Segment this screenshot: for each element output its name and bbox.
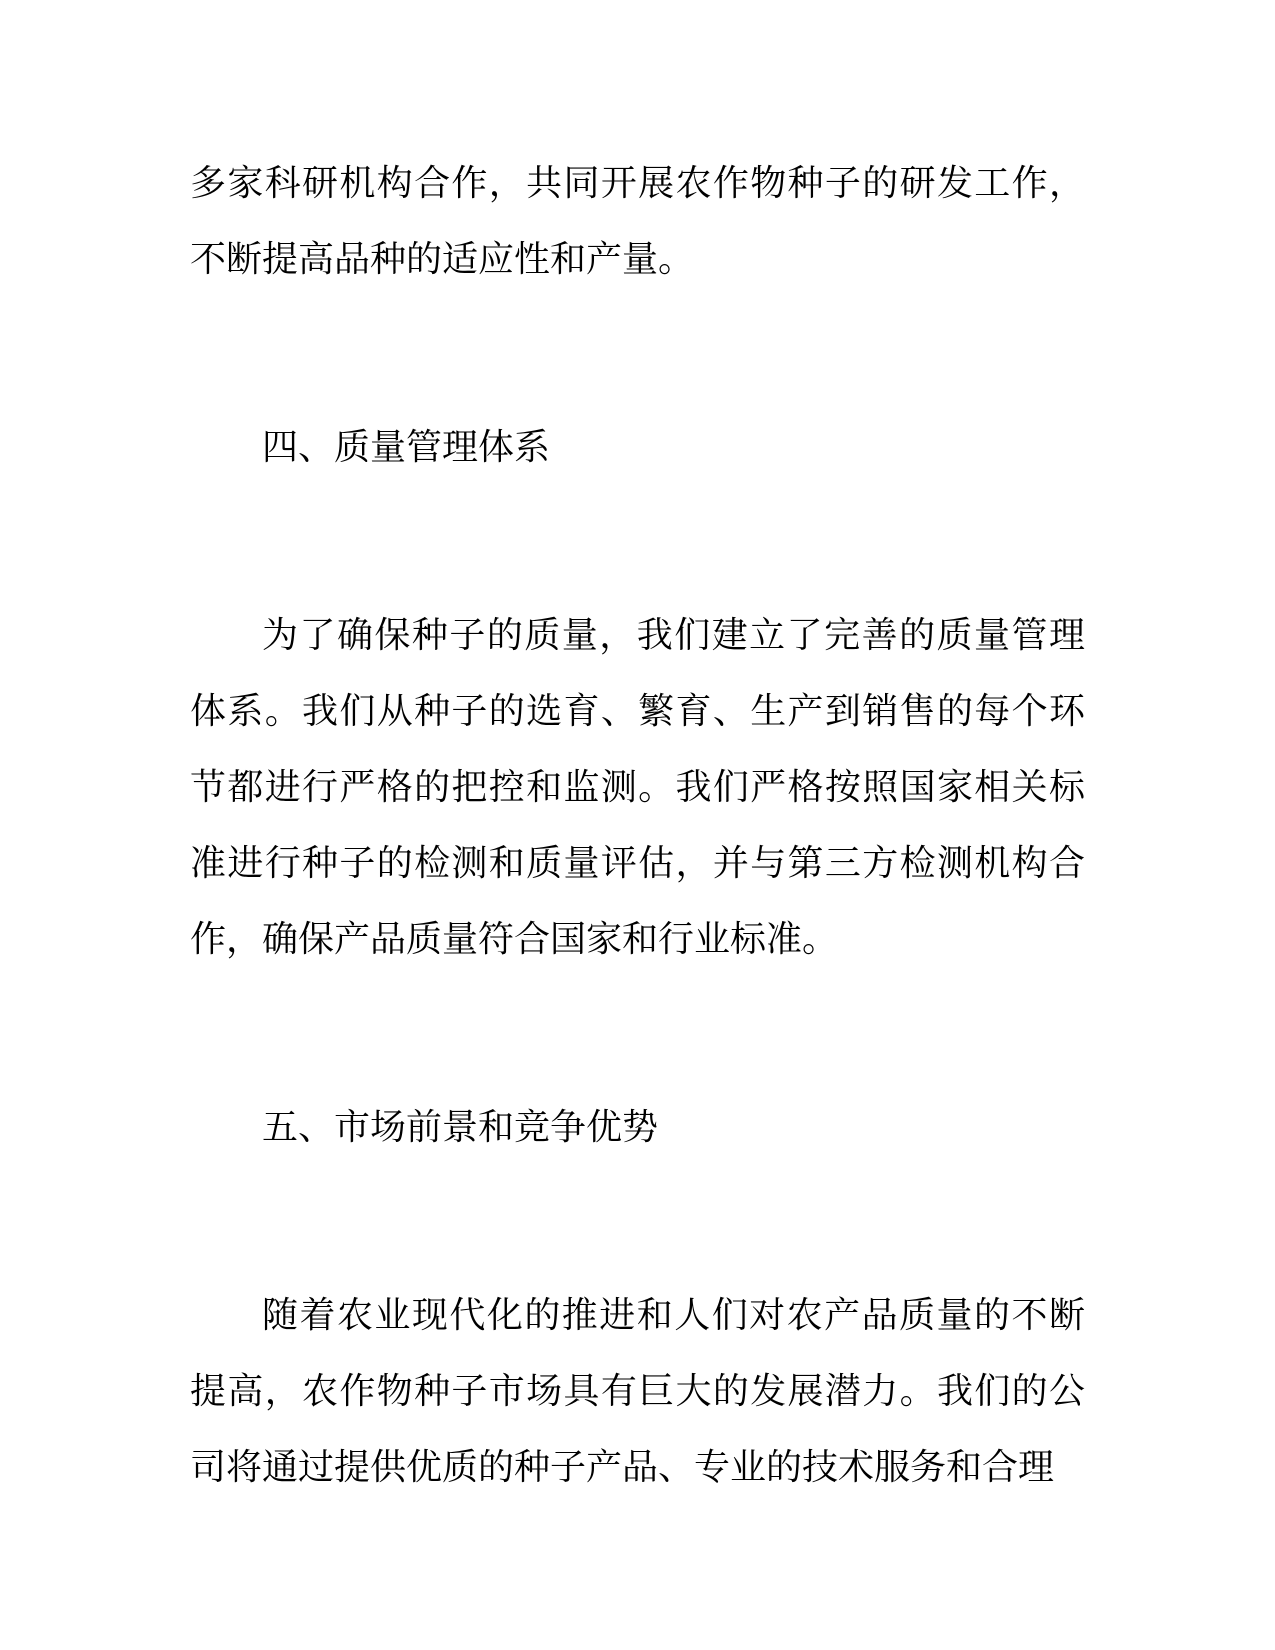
section-heading-market-outlook: 五、市场前景和竞争优势 [262,1106,659,1147]
paragraph-quality-management: 为了确保种子的质量，我们建立了完善的质量管理体系。我们从种子的选育、繁育、生产到销售的每个环节都进行严格的把控和监测。我们严格按照国家相关标准进行种子的检测和质量评估，并与第三方检测机构合作，确保产品质量符合国家和行业标准。 [190,614,1085,959]
section-heading-quality-management: 四、质量管理体系 [262,426,551,467]
paragraph-continuation: 多家科研机构合作，共同开展农作物种子的研发工作，不断提高品种的适应性和产量。 [190,162,1085,279]
paragraph-market-outlook: 随着农业现代化的推进和人们对农产品质量的不断提高，农作物种子市场具有巨大的发展潜力。我们的公司将通过提供优质的种子产品、专业的技术服务和合理 [190,1294,1085,1487]
